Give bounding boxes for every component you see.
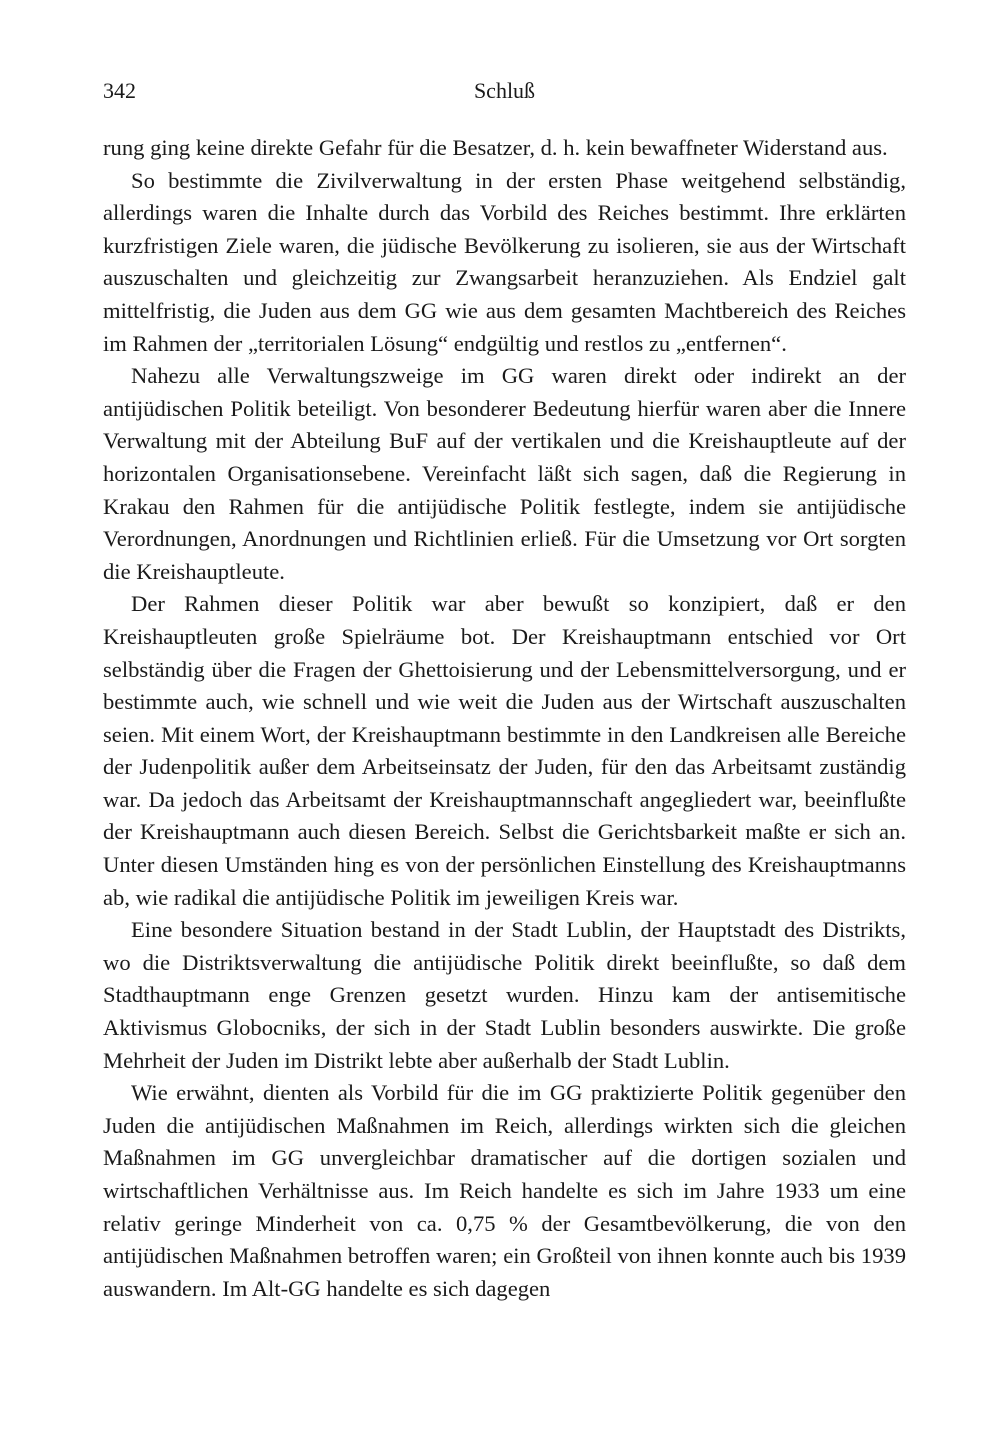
- paragraph: Wie erwähnt, dienten als Vorbild für die im GG praktizierte Politik gegenüber den Juden die antijüdischen Maßnahmen im Reich, allerdings wirkten sich die gleichen Maßnahmen im GG unvergleichbar dramatischer auf die dortigen sozialen und wirtschaftlichen Verhältnisse aus. Im Reich handelte es sich im Jahre 1933 um eine relativ geringe Minderheit von ca. 0,75 % der Gesamtbevölkerung, die von den antijüdischen Maßnahmen betroffen waren; ein Großteil von ihnen konnte auch bis 1939 auswandern. Im Alt-GG handelte es sich dagegen: [103, 1080, 906, 1301]
- paragraph: rung ging keine direkte Gefahr für die Besatzer, d. h. kein bewaffneter Widerstand aus.: [103, 135, 888, 160]
- paragraph: Nahezu alle Verwaltungszweige im GG waren direkt oder indirekt an der antijüdischen Politik beteiligt. Von besonderer Bedeutung hierfür waren aber die Innere Verwaltung mit der Abteilung BuF auf der vertikalen und die Kreishauptleute auf der horizontalen Organisationsebene. Vereinfacht läßt sich sagen, daß die Regierung in Krakau den Rahmen für die antijüdische Politik festlegte, indem sie antijüdische Verordnungen, Anordnungen und Richtlinien erließ. Für die Umsetzung vor Ort sorgten die Kreishauptleute.: [103, 363, 906, 584]
- body-text: [103, 132, 906, 1305]
- running-header: [103, 70, 906, 110]
- running-title: Schluß: [473, 78, 536, 103]
- paragraph: Der Rahmen dieser Politik war aber bewußt so konzipiert, daß er den Kreishauptleuten große Spielräume bot. Der Kreishauptmann entschied vor Ort selbständig über die Fragen der Ghettoisierung und der Lebensmittelversorgung, und er bestimmte auch, wie schnell und wie weit die Juden aus der Wirtschaft auszuschalten seien. Mit einem Wort, der Kreishauptmann bestimmte in den Landkreisen alle Bereiche der Judenpolitik außer dem Arbeitseinsatz der Juden, für den das Arbeitsamt zuständig war. Da jedoch das Arbeitsamt der Kreishauptmannschaft angegliedert war, beeinflußte der Kreishauptmann auch diesen Bereich. Selbst die Gerichtsbarkeit maßte er sich an. Unter diesen Umständen hing es von der persönlichen Einstellung des Kreishauptmanns ab, wie radikal die antijüdische Politik im jeweiligen Kreis war.: [103, 591, 906, 910]
- page-number: 342: [103, 78, 136, 103]
- paragraph: So bestimmte die Zivilverwaltung in der ersten Phase weitgehend selbständig, allerdings waren die Inhalte durch das Vorbild des Reiches bestimmt. Ihre erklärten kurzfristigen Ziele waren, die jüdische Bevölkerung zu isolieren, sie aus der Wirtschaft auszuschalten und gleichzeitig zur Zwangsarbeit heranzuziehen. Als Endziel galt mittelfristig, die Juden aus dem GG wie aus dem gesamten Machtbereich des Reiches im Rahmen der „territorialen Lösung“ endgültig und restlos zu „entfernen“.: [103, 167, 906, 356]
- document-page: [103, 70, 906, 1305]
- paragraph: Eine besondere Situation bestand in der Stadt Lublin, der Hauptstadt des Distrikts, wo die Distriktsverwaltung die antijüdische Politik direkt beeinflußte, so daß dem Stadthauptmann enge Grenzen gesetzt wurden. Hinzu kam der antisemitische Aktivismus Globocniks, der sich in der Stadt Lublin besonders auswirkte. Die große Mehrheit der Juden im Distrikt lebte aber außerhalb der Stadt Lublin.: [103, 917, 906, 1073]
